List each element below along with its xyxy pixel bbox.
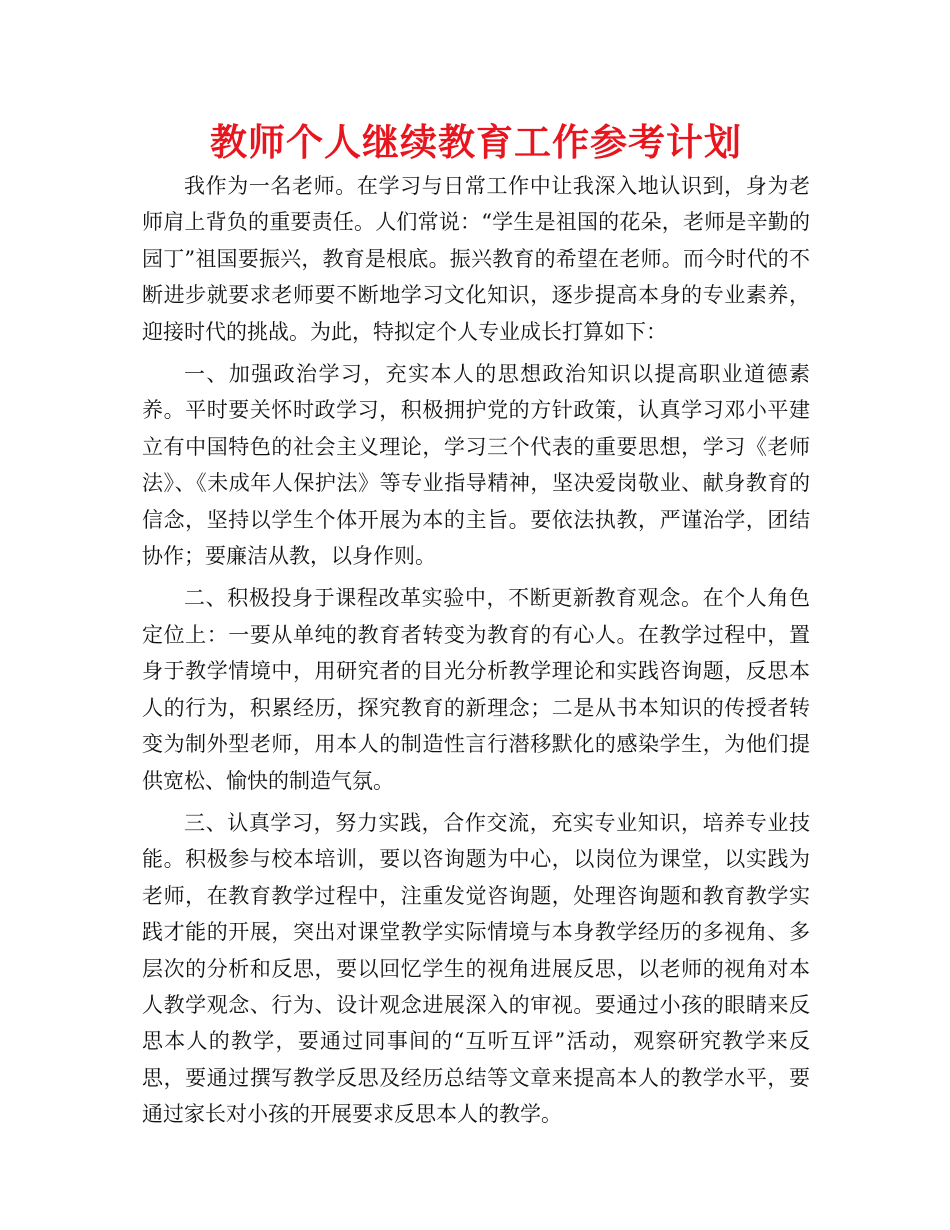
paragraph-political-study: 一、加强政治学习，充实本人的思想政治知识以提高职业道德素养。平时要关怀时政学习，积极拥护党的方针政策，认真学习邓小平建立有中国特色的社会主义理论，学习三个代表的重要思想，学习《老师法》、《未成年人保护法》等专业指导精神，坚决爱岗敬业、献身教育的信念，坚持以学生个体开展为本的主旨。要依法执教，严谨治学，团结协作；要廉洁从教，以身作则。: [142, 362, 810, 569]
paragraph-professional-skills: 三、认真学习，努力实践，合作交流，充实专业知识，培养专业技能。积极参与校本培训，要以咨询题为中心，以岗位为课堂，以实践为老师，在教育教学过程中，注重发觉咨询题，处理咨询题和教育教学实践才能的开展，突出对课堂教学实际情境与本身教学经历的多视角、多层次的分析和反思，要以回忆学生的视角进展反思，以老师的视角对本人教学观念、行为、设计观念进展深入的审视。要通过小孩的眼睛来反思本人的教学，要通过同事间的“互听互评”活动，观察研究教学来反思，要通过撰写教学反思及经历总结等文章来提高本人的教学水平，要通过家长对小孩的开展要求反思本人的教学。: [142, 810, 810, 1127]
paragraph-intro: 我作为一名老师。在学习与日常工作中让我深入地认识到，身为老师肩上背负的重要责任。人们常说：“学生是祖国的花朵，老师是辛勤的园丁”祖国要振兴，教育是根底。振兴教育的希望在老师。而今时代的不断进步就要求老师要不断地学习文化知识，逐步提高本身的专业素养，迎接时代的挑战。为此，特拟定个人专业成长打算如下：: [142, 174, 810, 344]
document-page: [142, 118, 810, 1133]
paragraph-curriculum-reform: 二、积极投身于课程改革实验中，不断更新教育观念。在个人角色定位上：一要从单纯的教育者转变为教育的有心人。在教学过程中，置身于教学情境中，用研究者的目光分析教学理论和实践咨询题，反思本人的行为，积累经历，探究教育的新理念；二是从书本知识的传授者转变为制外型老师，用本人的制造性言行潜移默化的感染学生，为他们提供宽松、愉快的制造气氛。: [142, 586, 810, 793]
document-title: 教师个人继续教育工作参考计划: [210, 121, 742, 164]
